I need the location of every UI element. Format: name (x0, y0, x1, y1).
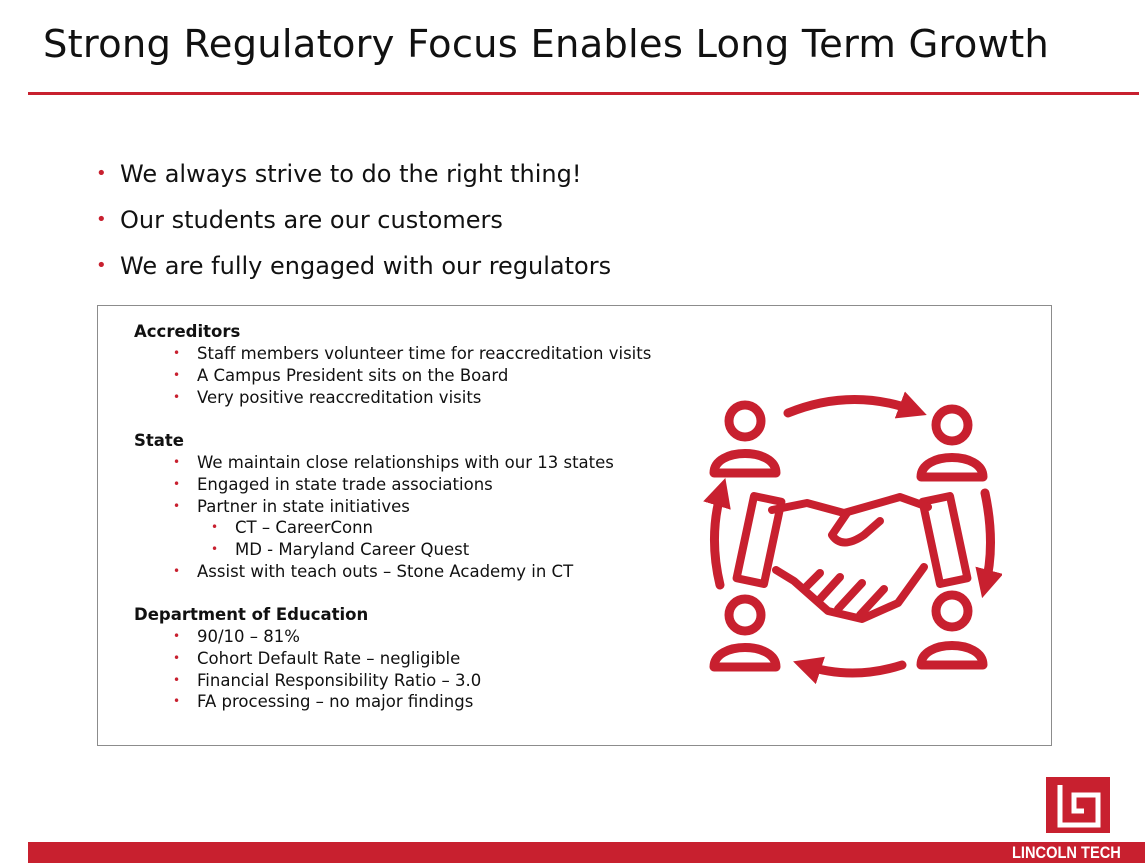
person-icon (714, 599, 776, 667)
state-initiatives-list (211, 517, 469, 561)
list-item (173, 626, 481, 648)
state-list (173, 452, 614, 517)
footer-bar (28, 842, 1145, 863)
accreditors-heading: Accreditors (134, 322, 241, 341)
cycle-arrow-icon (804, 665, 902, 673)
list-item (211, 539, 469, 561)
bullet-icon: • (173, 672, 181, 687)
main-point (96, 249, 611, 295)
logo-text: LINCOLN TECH (1012, 843, 1121, 862)
main-points-list (96, 157, 611, 295)
bullet-icon: • (173, 694, 181, 709)
list-item-text: FA processing – no major findings (197, 692, 474, 712)
list-item-text: Cohort Default Rate – negligible (197, 648, 461, 668)
list-item-text: MD - Maryland Career Quest (235, 540, 470, 560)
title-underline (28, 92, 1139, 95)
state-teachout-list (173, 561, 573, 583)
person-icon (714, 405, 776, 473)
list-item (173, 691, 481, 713)
accreditors-list (173, 343, 651, 408)
handshake-icon (737, 496, 968, 619)
list-item-text: Staff members volunteer time for reaccreditation visits (197, 344, 652, 363)
main-point-text: We are fully engaged with our regulators (120, 252, 612, 280)
list-item (211, 517, 469, 539)
list-item (173, 670, 481, 692)
education-heading: Department of Education (134, 605, 369, 624)
main-point-text: Our students are our customers (120, 206, 503, 234)
handshake-people-cycle-icon (702, 385, 1002, 685)
bullet-icon: • (173, 564, 181, 578)
list-item (173, 387, 651, 409)
list-item-text: Engaged in state trade associations (197, 474, 493, 494)
bullet-icon: • (173, 629, 181, 643)
bullet-icon: • (173, 476, 181, 491)
main-point (96, 203, 611, 249)
cycle-arrow-icon (788, 399, 916, 413)
bullet-icon: • (96, 163, 107, 184)
person-icon (921, 409, 983, 477)
bullet-icon: • (173, 498, 181, 513)
list-item-text: CT – CareerConn (235, 518, 374, 538)
main-point (96, 157, 611, 203)
list-item (173, 561, 573, 583)
page-title: Strong Regulatory Focus Enables Long Term Growth (43, 22, 1050, 67)
list-item (173, 365, 651, 387)
list-item (173, 343, 651, 365)
list-item-text: A Campus President sits on the Board (197, 365, 509, 385)
list-item (173, 496, 614, 518)
list-item (173, 648, 481, 670)
list-item (173, 452, 614, 474)
list-item-text: Financial Responsibility Ratio – 3.0 (197, 670, 482, 690)
bullet-icon: • (211, 520, 219, 535)
list-item-text: Very positive reaccreditation visits (197, 387, 482, 407)
bullet-icon: • (211, 542, 219, 557)
bullet-icon: • (96, 209, 107, 230)
bullet-icon: • (173, 367, 181, 382)
list-item-text: We maintain close relationships with our 13 states (197, 453, 614, 472)
bullet-icon: • (173, 650, 181, 665)
bullet-icon: • (96, 255, 107, 276)
person-icon (921, 595, 983, 665)
education-list (173, 626, 481, 713)
cycle-arrow-icon (714, 489, 722, 585)
lincoln-tech-logo-mark (1046, 777, 1110, 833)
list-item-text: Partner in state initiatives (197, 496, 410, 516)
state-heading: State (134, 431, 184, 450)
bullet-icon: • (173, 346, 181, 360)
bullet-icon: • (173, 389, 181, 404)
list-item (173, 474, 614, 496)
list-item-text: 90/10 – 81% (197, 627, 300, 646)
main-point-text: We always strive to do the right thing! (120, 160, 582, 188)
cycle-arrow-icon (985, 493, 991, 587)
bullet-icon: • (173, 455, 181, 469)
list-item-text: Assist with teach outs – Stone Academy in CT (197, 562, 574, 581)
logo-icon (1046, 777, 1110, 833)
